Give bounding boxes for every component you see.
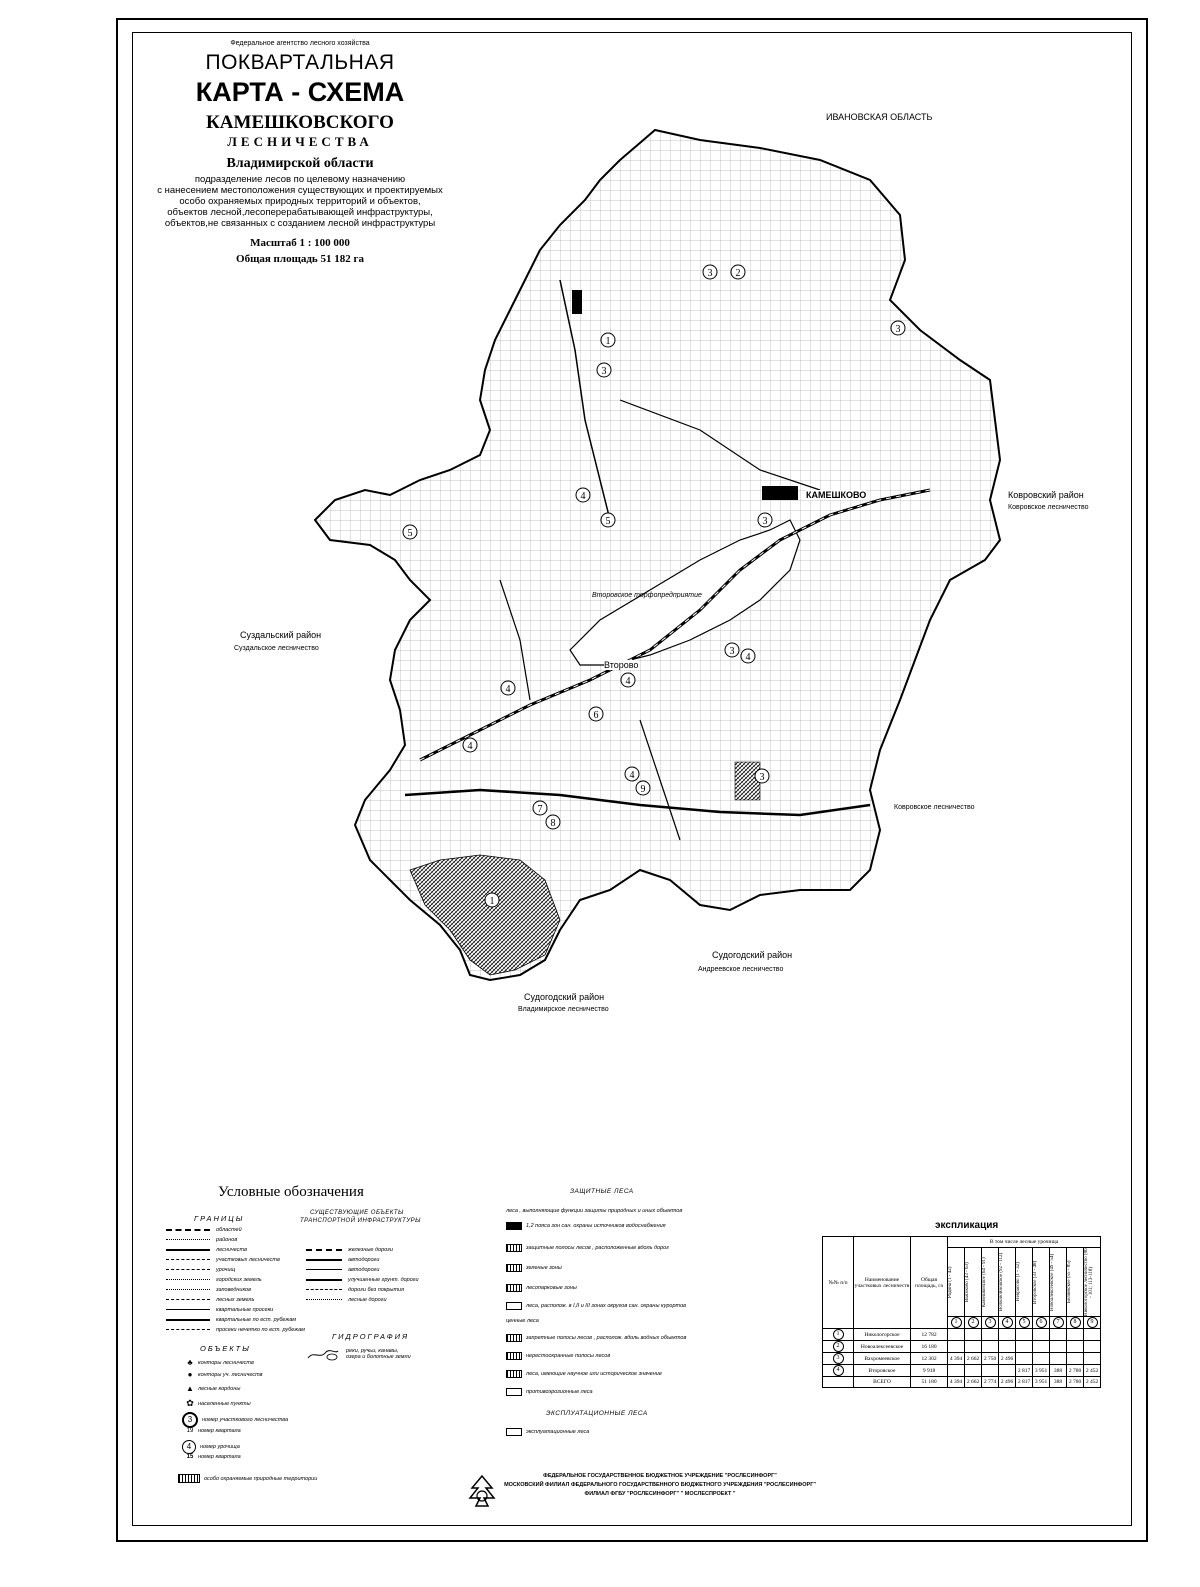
explication-col-number: 9 bbox=[1084, 1317, 1101, 1329]
legend-item: районов bbox=[166, 1236, 237, 1243]
title-line-4: ЛЕСНИЧЕСТВА bbox=[227, 134, 373, 149]
number-circle bbox=[601, 333, 615, 347]
legend-item: областей bbox=[166, 1226, 242, 1233]
number-circle-label: 3 bbox=[729, 646, 735, 657]
legend-protective-sub: леса , выполняющие функции защиты природных и иных объектов bbox=[506, 1208, 683, 1214]
explication-tract-header: Некрасово (1 - 32) bbox=[1016, 1248, 1033, 1317]
number-circle bbox=[758, 513, 772, 527]
number-circle bbox=[891, 321, 905, 335]
scientific-forest-swatch bbox=[506, 1370, 522, 1378]
explication-tract-header: Никологорское лесничество (86 - 101; 113-118) bbox=[1084, 1248, 1101, 1317]
legend-item: леса, имеющие научное или историческое значение bbox=[506, 1370, 662, 1378]
sudogda-district-label: Судогодский район bbox=[712, 950, 793, 960]
legend-item: автодороги bbox=[306, 1256, 379, 1263]
footer-line: ФИЛИАЛ ФГБУ "РОСЛЕСИНФОРГ" " МОСЛЕСПРОЕКТ " bbox=[584, 1491, 736, 1497]
settlement-icon: ✿ bbox=[186, 1398, 194, 1408]
legend-item: ✿ населенные пункты bbox=[182, 1398, 251, 1409]
tract-number-icon: 4 bbox=[182, 1440, 196, 1454]
title-line-1: ПОКВАРТАЛЬНАЯ bbox=[205, 51, 395, 74]
number-circle bbox=[625, 767, 639, 781]
legend-title: Условные обозначения bbox=[218, 1184, 364, 1200]
explication-col-number: 6 bbox=[1033, 1317, 1050, 1329]
number-circle-label: 5 bbox=[407, 528, 413, 539]
legend-item: леса, располож. в I,II и III зонах округов сан. охраны курортов bbox=[506, 1302, 686, 1310]
agency-name: Федеральное агентство лесного хозяйства bbox=[230, 40, 370, 47]
legend-item: лесные дороги bbox=[306, 1296, 387, 1303]
title-line-2: КАРТА - СХЕМА bbox=[195, 77, 405, 107]
number-circle-label: 7 bbox=[537, 804, 543, 815]
legend-item: запретные полосы лесов , располож. вдоль водных объектов bbox=[506, 1334, 686, 1342]
legend-item: 3 номер участкового лесничества bbox=[182, 1412, 288, 1428]
explication-tract-header: Новоалексеевское (49 - 54) bbox=[1050, 1248, 1067, 1317]
description-line: подразделение лесов по целевому назначению bbox=[194, 174, 406, 185]
peat-enterprise-label: Второвское торфопредприятие bbox=[592, 592, 702, 599]
protected-area-swatch bbox=[178, 1474, 200, 1483]
forest-cordon-icon: ▲ bbox=[186, 1384, 194, 1393]
legend-borders-heading: ГРАНИЦЫ bbox=[194, 1214, 245, 1223]
explication-table bbox=[822, 1236, 1101, 1388]
legend-item: дороги без покрытия bbox=[306, 1286, 404, 1293]
explication-header-no: №№ п/п bbox=[823, 1237, 854, 1329]
explication-row: 1 Никологорское 12 782 bbox=[823, 1329, 1101, 1341]
legend-objects-heading: ОБЪЕКТЫ bbox=[200, 1344, 251, 1353]
andreevo-forestry-label: Андреевское лесничество bbox=[698, 966, 784, 973]
number-circle bbox=[731, 265, 745, 279]
map-legend bbox=[160, 1184, 800, 1484]
number-circle bbox=[589, 707, 603, 721]
explication-col-number: 5 bbox=[1016, 1317, 1033, 1329]
explication-total-row: ВСЕГО 51 180 4 394 2 662 2 774 2 496 2 817 3 951 388 2 780 2 452 bbox=[823, 1377, 1101, 1388]
legend-valuable-heading: ценные леса bbox=[506, 1318, 539, 1324]
explication-col-number: 8 bbox=[1067, 1317, 1084, 1329]
legend-item: защитные полосы лесов , расположенные вдоль дорог bbox=[506, 1244, 669, 1252]
explication-row: 3 Вахромеевское 12 302 4 394 2 662 2 750 2 496 bbox=[823, 1353, 1101, 1365]
number-circle bbox=[533, 801, 547, 815]
legend-item: противоэрозионные леса bbox=[506, 1388, 593, 1396]
description-line: особо охраняемых природных территорий и объектов, bbox=[179, 196, 421, 207]
number-circle bbox=[621, 673, 635, 687]
legend-item: участковых лесничеств bbox=[166, 1256, 280, 1263]
explication-col-number: 2 bbox=[965, 1317, 982, 1329]
number-circle-label: 8 bbox=[550, 818, 556, 829]
legend-item: эксплуатационные леса bbox=[506, 1428, 589, 1436]
town-block bbox=[762, 486, 798, 500]
number-circle bbox=[576, 488, 590, 502]
number-circle-label: 4 bbox=[580, 491, 586, 502]
water-strip-swatch bbox=[506, 1334, 522, 1342]
exploitation-forest-swatch bbox=[506, 1428, 522, 1436]
number-circle-label: 3 bbox=[601, 366, 607, 377]
number-circle bbox=[485, 893, 499, 907]
legend-transport-heading-1: СУЩЕСТВУЮЩИЕ ОБЪЕКТЫ bbox=[310, 1210, 404, 1216]
legend-item: лесопарковые зоны bbox=[506, 1284, 577, 1292]
green-zone-swatch bbox=[506, 1264, 522, 1272]
vtorovo-village-label: Второво bbox=[604, 660, 639, 670]
legend-item: 1,2 пояса зон сан. охраны источников водоснабжения bbox=[506, 1222, 666, 1230]
legend-item: ▲ лесные кордоны bbox=[182, 1384, 240, 1393]
legend-item: просеки нечетко по ест. рубежам bbox=[166, 1326, 305, 1333]
park-zone-swatch bbox=[506, 1284, 522, 1292]
number-circle-label: 1 bbox=[489, 896, 495, 907]
explication-col-number: 1 bbox=[948, 1317, 965, 1329]
legend-item: зеленые зоны bbox=[506, 1264, 562, 1272]
legend-item: лесничеств bbox=[166, 1246, 247, 1253]
number-circle-label: 4 bbox=[467, 741, 473, 752]
kovrov-district-label: Ковровский район bbox=[1008, 490, 1084, 500]
footer-line: ФЕДЕРАЛЬНОЕ ГОСУДАРСТВЕННОЕ БЮДЖЕТНОЕ УЧРЕЖДЕНИЕ "РОСЛЕСИНФОРГ" bbox=[543, 1473, 777, 1479]
description-line: объектов лесной,лесоперерабатывающей инфраструктуры, bbox=[167, 207, 433, 218]
number-circle bbox=[703, 265, 717, 279]
number-circle-label: 4 bbox=[505, 684, 511, 695]
explication-title: экспликация bbox=[935, 1220, 999, 1231]
town-block bbox=[572, 290, 582, 314]
water-protection-swatch bbox=[506, 1222, 522, 1230]
explication-col-number: 7 bbox=[1050, 1317, 1067, 1329]
resort-zone-swatch bbox=[506, 1302, 522, 1310]
legend-item: квартальные по ест. рубежам bbox=[166, 1316, 296, 1323]
legend-item: квартальные просеки bbox=[166, 1306, 273, 1313]
road-strip-swatch bbox=[506, 1244, 522, 1252]
explication-tract-header: Камешковское (64 - 91) bbox=[982, 1248, 999, 1317]
explication-header-group: В том числе лесные урочища bbox=[948, 1237, 1101, 1248]
number-circle-label: 3 bbox=[762, 516, 768, 527]
title-line-5: Владимирской области bbox=[226, 156, 374, 171]
legend-item: ● конторы уч. лесничеств bbox=[182, 1370, 263, 1379]
explication-tract-header: Радина (1 - 42) bbox=[948, 1248, 965, 1317]
explication-row: 4 Второвское 9 918 2 817 3 951 388 2 780 2 452 bbox=[823, 1365, 1101, 1377]
vladimir-forestry-label: Владимирское лесничество bbox=[518, 1006, 609, 1013]
legend-item: особо охраняемые природные территории bbox=[178, 1474, 317, 1483]
number-circle-label: 2 bbox=[735, 268, 741, 279]
number-circle-label: 6 bbox=[593, 710, 599, 721]
kameshkovo-town-label: КАМЕШКОВО bbox=[806, 490, 867, 500]
quarter-number-marker: 19 bbox=[186, 1428, 194, 1434]
title-line-3: КАМЕШКОВСКОГО bbox=[206, 112, 394, 133]
number-circle bbox=[601, 513, 615, 527]
number-circle-label: 3 bbox=[895, 324, 901, 335]
number-circle bbox=[755, 769, 769, 783]
explication-col-number: 3 bbox=[982, 1317, 999, 1329]
explication-tract-header: Высоково (43 - 63) bbox=[965, 1248, 982, 1317]
district-number-icon: 3 bbox=[182, 1412, 198, 1428]
legend-hydro-heading: ГИДРОГРАФИЯ bbox=[332, 1332, 410, 1341]
explication-col-number: 4 bbox=[999, 1317, 1016, 1329]
footer-line: МОСКОВСКИЙ ФИЛИАЛ ФЕДЕРАЛЬНОГО ГОСУДАРСТВЕННОГО БЮДЖЕТНОГО УЧРЕЖДЕНИЯ "РОСЛЕСИНФОРГ" bbox=[504, 1482, 816, 1488]
total-area: Общая площадь 51 182 га bbox=[236, 253, 364, 265]
number-circle-label: 4 bbox=[625, 676, 631, 687]
number-circle bbox=[741, 649, 755, 663]
number-circle bbox=[546, 815, 560, 829]
explication-header-name: Наименование участковых лесничеств bbox=[854, 1237, 911, 1329]
rosleinforg-logo-icon bbox=[468, 1474, 496, 1508]
kovrov-forestry-label: Ковровское лесничество bbox=[1008, 504, 1089, 511]
protected-area-2 bbox=[735, 762, 760, 800]
description-line: объектов,не связанных с созданием лесной инфраструктуры bbox=[164, 218, 436, 229]
number-circle bbox=[403, 525, 417, 539]
legend-item: автодороги bbox=[306, 1266, 379, 1273]
suzdal-district-label: Суздальский район bbox=[240, 630, 322, 640]
sudogda-district-label-2: Судогодский район bbox=[524, 992, 605, 1002]
legend-item: 15 номер квартала bbox=[182, 1454, 241, 1460]
suzdal-forestry-label: Суздальское лесничество bbox=[234, 645, 319, 652]
number-circle bbox=[463, 738, 477, 752]
number-circle bbox=[636, 781, 650, 795]
legend-item: нерестоохранные полосы лесов bbox=[506, 1352, 610, 1360]
legend-item: улучшенные грунт. дороги bbox=[306, 1276, 419, 1283]
number-circle-label: 3 bbox=[759, 772, 765, 783]
number-circle bbox=[725, 643, 739, 657]
legend-item: реки, ручьи, канавы, озера и болотные земли bbox=[306, 1348, 411, 1360]
explication-tract-header: Беляевское (55 - 85) bbox=[1067, 1248, 1084, 1317]
number-circle-label: 1 bbox=[605, 336, 611, 347]
legend-item: урочищ bbox=[166, 1266, 235, 1273]
district-office-icon: ● bbox=[187, 1370, 193, 1379]
explication-header-area: Общая площадь, га bbox=[911, 1237, 948, 1329]
number-circle bbox=[597, 363, 611, 377]
legend-item: лесных земель bbox=[166, 1296, 254, 1303]
number-circle-label: 4 bbox=[629, 770, 635, 781]
legend-exploit-heading: ЭКСПЛУАТАЦИОННЫЕ ЛЕСА bbox=[546, 1410, 648, 1417]
legend-transport-heading-2: ТРАНСПОРТНОЙ ИНФРАСТРУКТУРЫ bbox=[300, 1218, 421, 1224]
legend-item: городских земель bbox=[166, 1276, 262, 1283]
publisher-footer bbox=[500, 1472, 820, 1499]
legend-item: ♣ конторы лесничеств bbox=[182, 1358, 254, 1367]
number-circle-label: 4 bbox=[745, 652, 751, 663]
quarter-grid bbox=[315, 130, 1000, 980]
legend-item: 19 номер квартала bbox=[182, 1428, 241, 1434]
explication-tract-header: Волковойновское (92 - 112) bbox=[999, 1248, 1016, 1317]
ivanovo-region-label: ИВАНОВСКАЯ ОБЛАСТЬ bbox=[826, 112, 933, 122]
number-circle-label: 3 bbox=[707, 268, 713, 279]
explication-tract-header: Второвское (33 - 48) bbox=[1033, 1248, 1050, 1317]
legend-item: 4 номер урочища bbox=[182, 1440, 240, 1454]
number-circle-label: 5 bbox=[605, 516, 611, 527]
number-circle bbox=[501, 681, 515, 695]
legend-item: заповедников bbox=[166, 1286, 251, 1293]
hydro-symbol-icon bbox=[306, 1348, 340, 1362]
explication-row: 2 Новоалексеевское 16 180 bbox=[823, 1341, 1101, 1353]
legend-protective-heading: ЗАЩИТНЫЕ ЛЕСА bbox=[570, 1188, 634, 1195]
antierosion-swatch bbox=[506, 1388, 522, 1396]
forestry-office-icon: ♣ bbox=[187, 1358, 193, 1367]
number-circle-label: 9 bbox=[640, 784, 646, 795]
kovrov-forestry-label-2: Ковровское лесничество bbox=[894, 804, 975, 811]
description-line: с нанесением местоположения существующих и проектируемых bbox=[157, 185, 443, 196]
map-scale: Масштаб 1 : 100 000 bbox=[250, 237, 350, 249]
quarter-number-marker: 15 bbox=[186, 1454, 194, 1460]
legend-item: железные дороги bbox=[306, 1246, 393, 1253]
spawning-strip-swatch bbox=[506, 1352, 522, 1360]
